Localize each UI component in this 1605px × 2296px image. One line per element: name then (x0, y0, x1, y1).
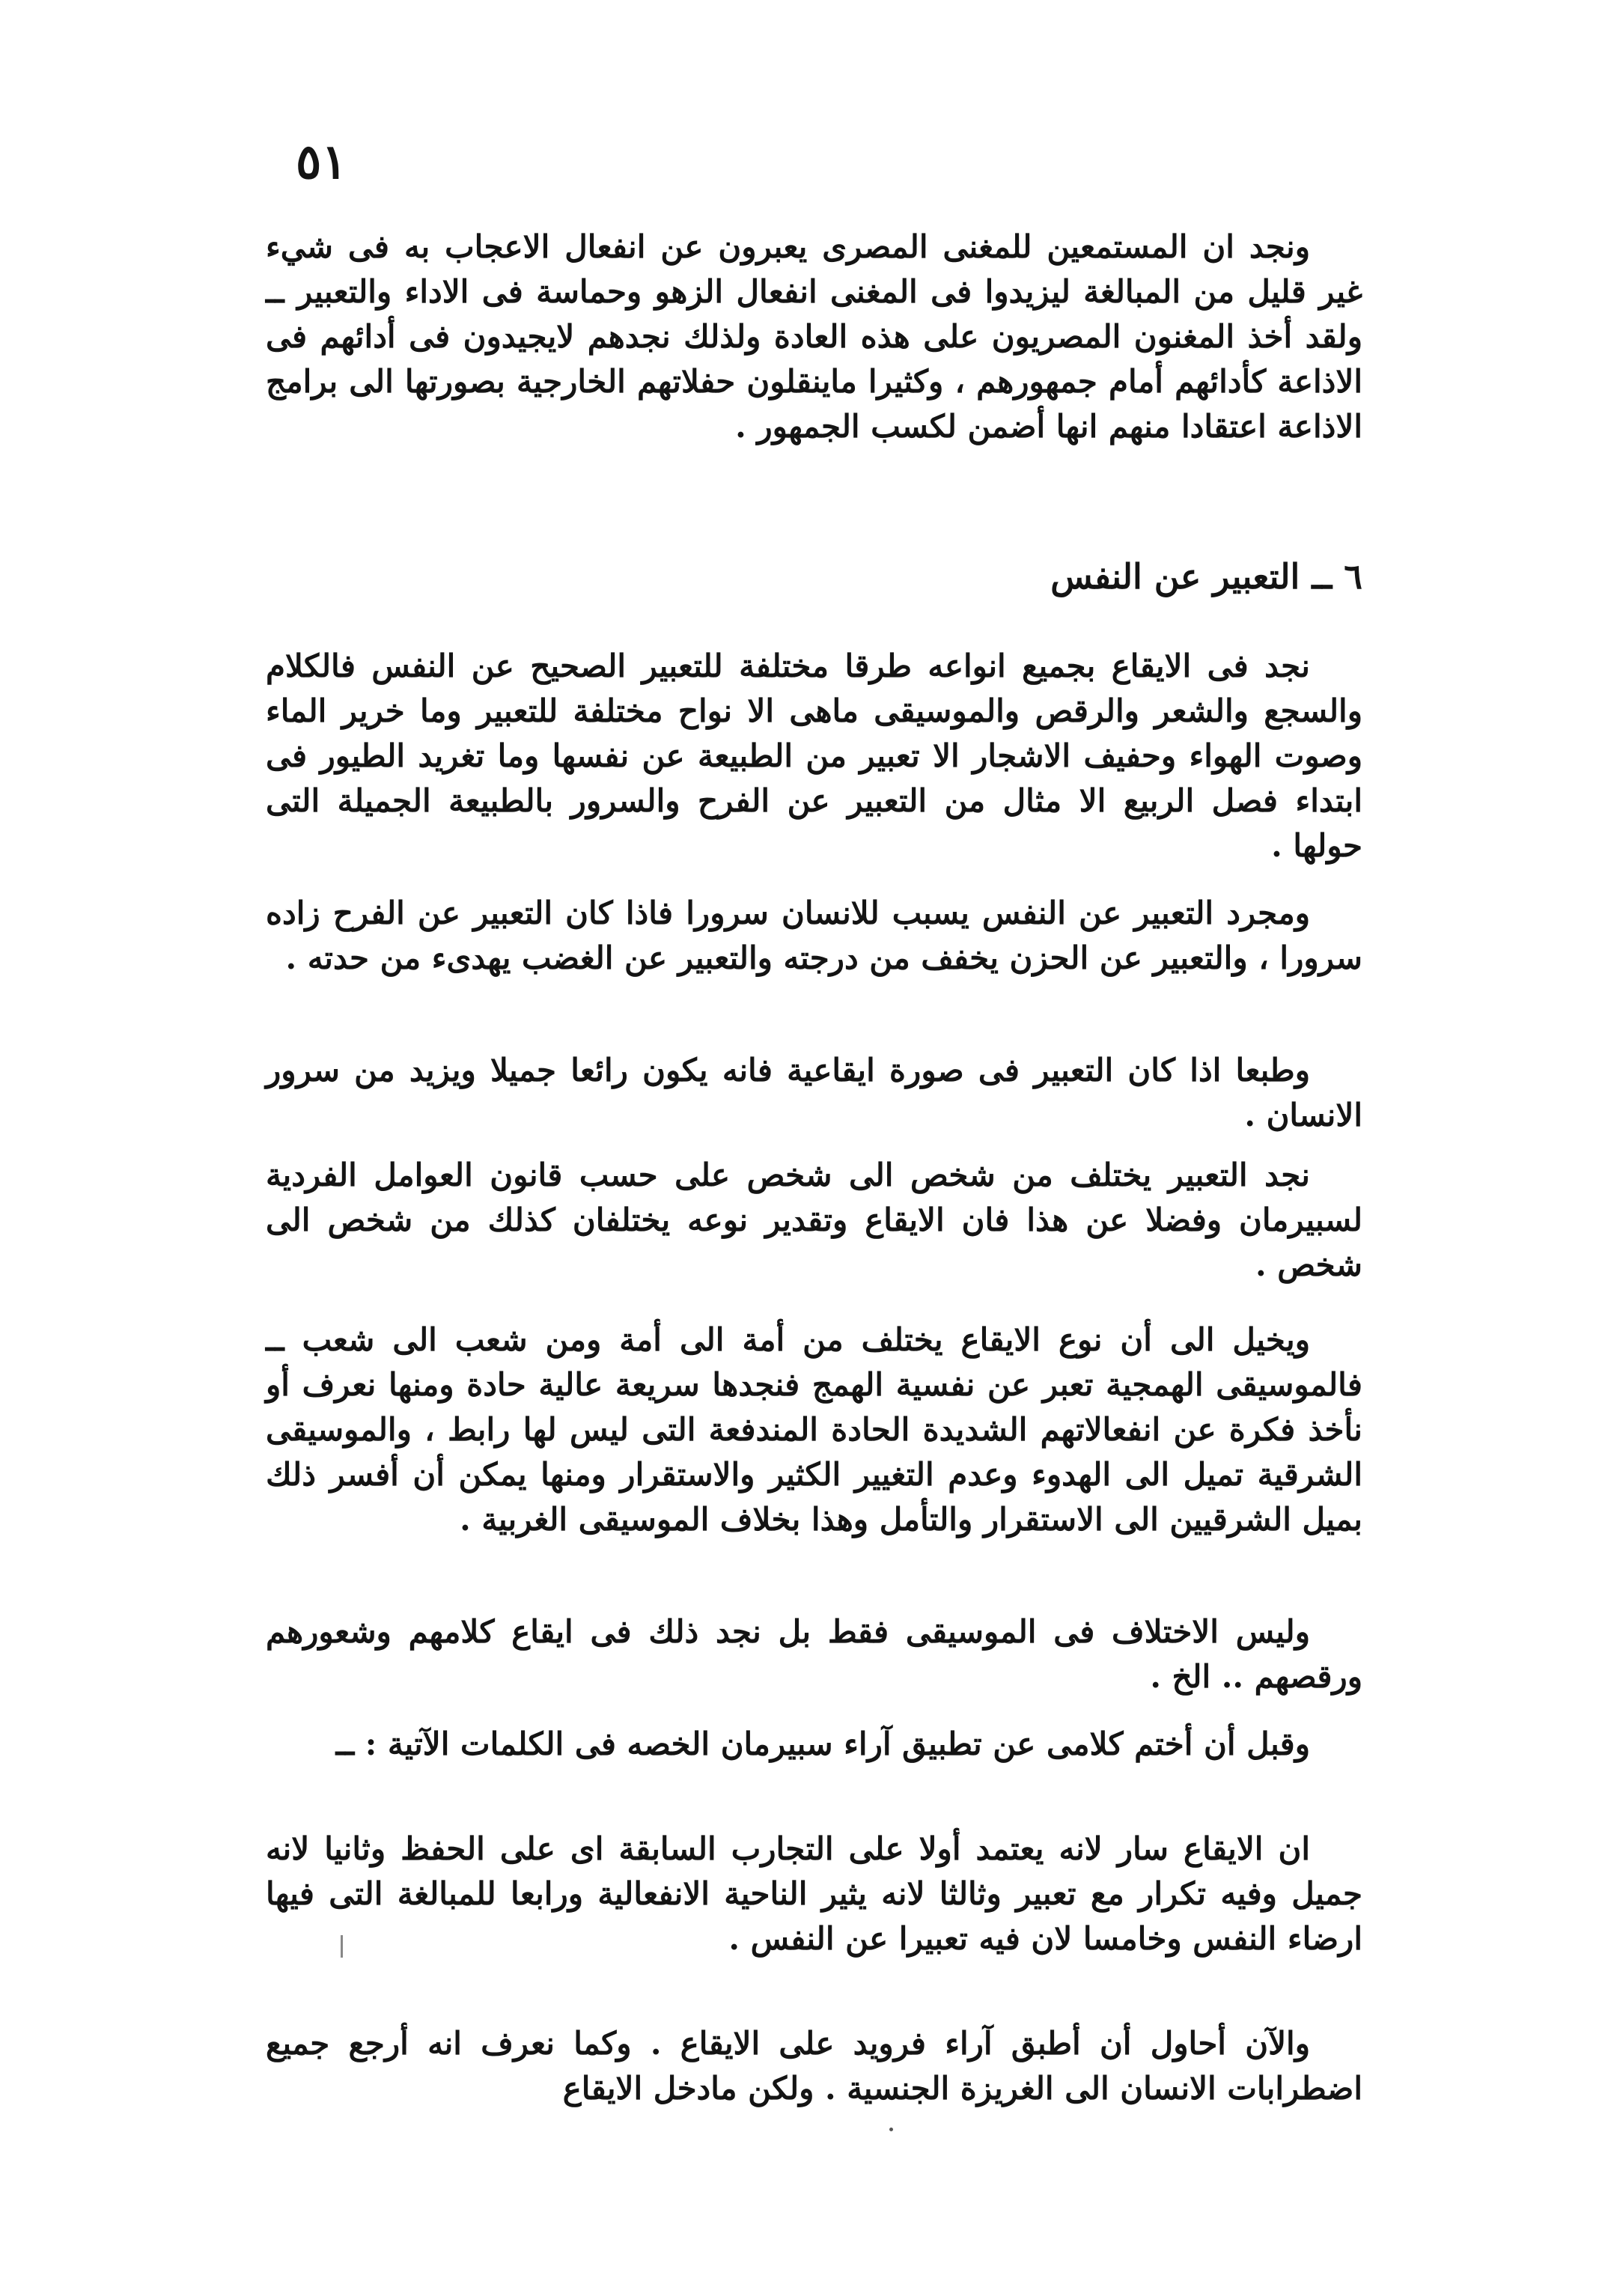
paragraph-conclusion-intro (266, 1722, 1362, 1767)
page-number: ٥١ (296, 134, 347, 190)
paragraph-freud (266, 2021, 1362, 2111)
paragraph-text: نجد التعبير يختلف من شخص الى شخص على حسب قانون العوامل الفردية لسبيرمان وفضلا عن هذا فان الايقاع وتقدير نوعه يختلفان كذلك من شخص الى شخص . (266, 1157, 1362, 1283)
paragraph-audience-admiration (266, 225, 1362, 449)
paragraph-nations-rhythm (266, 1318, 1362, 1542)
scan-speck (889, 2128, 893, 2131)
paragraph-text: وقبل أن أختم كلامى عن تطبيق آراء سبيرمان الخصه فى الكلمات الآتية : ــ (335, 1726, 1310, 1762)
scan-mark (341, 1935, 343, 1958)
section-heading: ٦ ــ التعبير عن النفس (1050, 556, 1362, 597)
paragraph-speech-dance (266, 1610, 1362, 1699)
paragraph-text: ان الايقاع سار لانه يعتمد أولا على التجارب السابقة اى على الحفظ وثانيا لانه جميل وفيه تكرار مع تعبير وثالثا لانه يثير الناحية الانفعالية ورابعا للمبالغة التى فيها ارضاء النفس وخامسا لان فيه تعبيرا عن النفس . (266, 1830, 1362, 1957)
paragraph-text: وطبعا اذا كان التعبير فى صورة ايقاعية فانه يكون رائعا جميلا ويزيد من سرور الانسان . (266, 1052, 1362, 1133)
paragraph-text: والآن أحاول أن أطبق آراء فرويد على الايقاع . وكما نعرف انه أرجع جميع اضطرابات الانسان الى الغريزة الجنسية . ولكن مادخل الايقاع (266, 2025, 1362, 2107)
paragraph-text: نجد فى الايقاع بجميع انواعه طرقا مختلفة للتعبير الصحيح عن النفس فالكلام والسجع والشعر والرقص والموسيقى ماهى الا نواح مختلفة للتعبير وما خرير الماء وصوت الهواء وحفيف الاشجار الا تعبير من الطبيعة عن نفسها وما تغريد الطيور فى ابتداء فصل الربيع الا مثال من التعبير عن الفرح والسرور بالطبيعة الجميلة التى حولها . (266, 648, 1362, 864)
paragraph-rhythm-reasons (266, 1827, 1362, 1961)
paragraph-individual-factors (266, 1153, 1362, 1288)
paragraph-expression-pleasure (266, 891, 1362, 981)
paragraph-text: ونجد ان المستمعين للمغنى المصرى يعبرون عن انفعال الاعجاب به فى شيء غير قليل من المبالغة ليزيدوا فى المغنى انفعال الزهو وحماسة فى الاداء والتعبير ــ ولقد أخذ المغنون المصريون على هذه العادة ولذلك نجدهم لايجيدون فى أدائهم فى الاذاعة كأدائهم أمام جمهورهم ، وكثيرا ماينقلون حفلاتهم الخارجية بصورتها الى برامج الاذاعة اعتقادا منهم انها أضمن لكسب الجمهور . (266, 228, 1362, 445)
paragraph-text: وليس الاختلاف فى الموسيقى فقط بل نجد ذلك فى ايقاع كلامهم وشعورهم ورقصهم .. الخ . (266, 1613, 1362, 1695)
paragraph-text: ومجرد التعبير عن النفس يسبب للانسان سرورا فاذا كان التعبير عن الفرح زاده سرورا ، والتعبير عن الحزن يخفف من درجته والتعبير عن الغضب يهدىء من حدته . (266, 895, 1362, 976)
paragraph-text: ويخيل الى أن نوع الايقاع يختلف من أمة الى أمة ومن شعب الى شعب ــ فالموسيقى الهمجية تعبر عن نفسية الهمج فنجدها سريعة عالية حادة ومنها نعرف أو نأخذ فكرة عن انفعالاتهم الشديدة الحادة المندفعة التى ليس لها رابط ، والموسيقى الشرقية تميل الى الهدوء وعدم التغيير الكثير والاستقرار ومنها يمكن أن أفسر ذلك بميل الشرقيين الى الاستقرار والتأمل وهذا بخلاف الموسيقى الغربية . (266, 1321, 1362, 1538)
paragraph-rhythm-expression (266, 644, 1362, 868)
paragraph-rhythmic-form (266, 1048, 1362, 1138)
